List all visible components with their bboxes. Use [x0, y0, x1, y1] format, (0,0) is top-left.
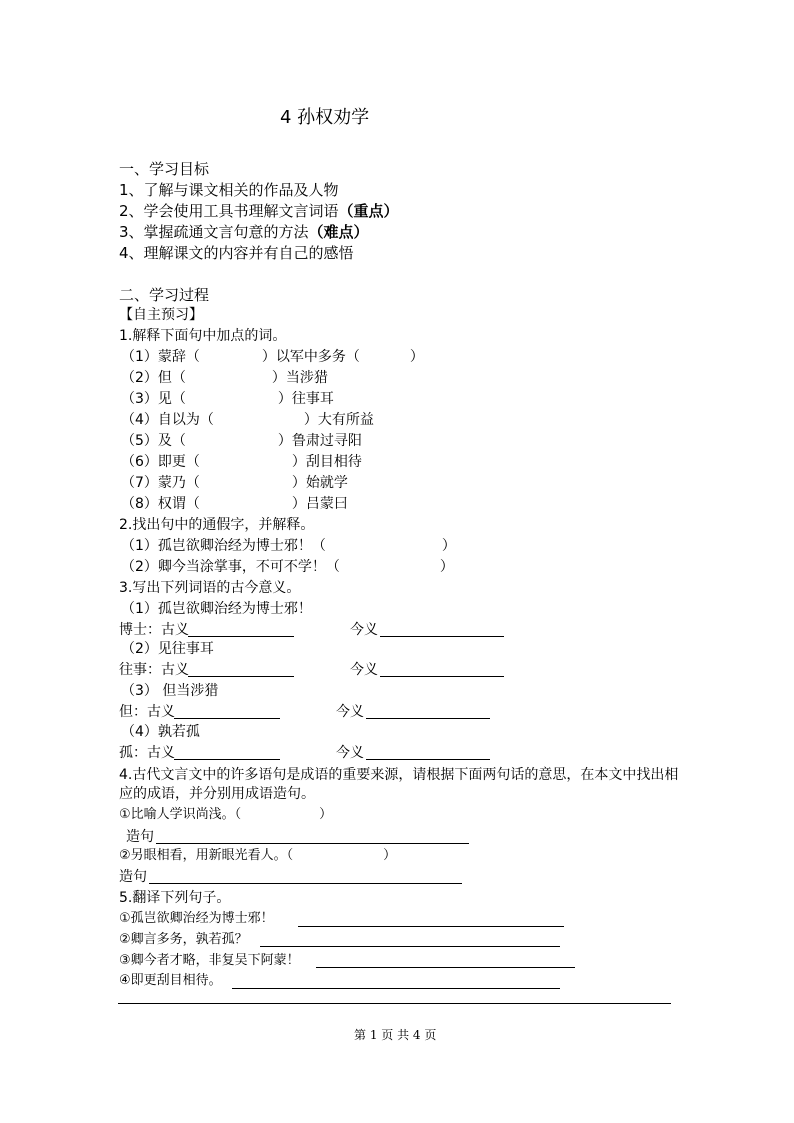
q3-today-label: 今义 — [350, 662, 378, 678]
footer-divider — [118, 1003, 671, 1004]
translation-blank[interactable] — [260, 946, 560, 947]
translation-blank[interactable] — [298, 926, 564, 927]
q3-word-label: 博士：古义 — [119, 622, 189, 638]
process-heading: 二、学习过程 — [119, 286, 210, 304]
q2-item: （2）卿今当涂掌事，不可不学！（ ） — [121, 559, 454, 575]
page-title: 4 孙权劝学 — [280, 107, 370, 128]
make-sentence-blank[interactable] — [149, 883, 462, 884]
key-point-tag: （重点） — [338, 202, 399, 220]
q3-word-label: 但：古义 — [119, 704, 175, 720]
q1-item: （3）见（ ）往事耳 — [121, 391, 334, 407]
q1-title: 1.解释下面句中加点的词。 — [119, 328, 287, 344]
q5-item: ④即更刮目相待。 — [119, 973, 222, 988]
q3-sentence: （2）见往事耳 — [121, 641, 214, 657]
q1-item: （7）蒙乃（ ）始就学 — [121, 475, 348, 491]
q3-word-label: 往事：古义 — [119, 662, 189, 678]
q4-title-line: 应的成语，并分别用成语造句。 — [119, 786, 315, 802]
q3-sentence: （3） 但当涉猎 — [121, 683, 219, 699]
modern-meaning-blank[interactable] — [366, 759, 490, 760]
q4-make-sentence-label: 造句 — [119, 869, 147, 885]
q3-today-label: 今义 — [336, 745, 364, 761]
q3-sentence: （1）孤岂欲卿治经为博士邪！ — [121, 601, 312, 617]
translation-blank[interactable] — [232, 988, 560, 989]
q4-item: ②另眼相看，用新眼光看人。（ ） — [119, 848, 397, 863]
ancient-meaning-blank[interactable] — [188, 636, 294, 637]
q5-item: ①孤岂欲卿治经为博士邪！ — [119, 911, 274, 926]
q1-item: （5）及（ ）鲁肃过寻阳 — [121, 433, 362, 449]
objective-item: 3、掌握疏通文言句意的方法（难点） — [119, 223, 369, 241]
q2-title: 2.找出句中的通假字，并解释。 — [119, 517, 315, 533]
objective-item: 4、理解课文的内容并有自己的感悟 — [119, 244, 354, 262]
q1-item: （8）权谓（ ）吕蒙曰 — [121, 496, 348, 512]
objectives-heading: 一、学习目标 — [119, 160, 210, 178]
q5-item: ③卿今者才略，非复吴下阿蒙！ — [119, 953, 300, 968]
q5-title: 5.翻译下列句子。 — [119, 890, 231, 906]
difficult-point-tag: （难点） — [308, 223, 369, 241]
modern-meaning-blank[interactable] — [380, 676, 504, 677]
ancient-meaning-blank[interactable] — [188, 676, 294, 677]
preview-heading: 【自主预习】 — [119, 307, 203, 323]
ancient-meaning-blank[interactable] — [174, 718, 280, 719]
ancient-meaning-blank[interactable] — [174, 759, 280, 760]
q1-item: （4）自以为（ ）大有所益 — [121, 412, 374, 428]
q4-title-line: 4.古代文言文中的许多语句是成语的重要来源，请根据下面两句话的意思，在本文中找出相 — [119, 767, 679, 783]
translation-blank[interactable] — [316, 967, 575, 968]
q2-item: （1）孤岂欲卿治经为博士邪！（ ） — [121, 538, 456, 554]
modern-meaning-blank[interactable] — [380, 636, 504, 637]
q1-item: （6）即更（ ）刮目相待 — [121, 454, 362, 470]
q5-item: ②卿言多务，孰若孤？ — [119, 932, 248, 947]
objective-item: 2、学会使用工具书理解文言词语（重点） — [119, 202, 399, 220]
q1-item: （1）蒙辞（ ）以军中多务（ ） — [121, 349, 424, 365]
objective-item: 1、了解与课文相关的作品及人物 — [119, 181, 339, 199]
q4-item: ①比喻人学识尚浅。（ ） — [119, 807, 333, 822]
q3-today-label: 今义 — [350, 622, 378, 638]
q3-title: 3.写出下列词语的古今意义。 — [119, 580, 301, 596]
page-number: 第 1 页 共 4 页 — [354, 1028, 437, 1042]
modern-meaning-blank[interactable] — [366, 718, 490, 719]
q3-word-label: 孤：古义 — [119, 745, 175, 761]
q3-today-label: 今义 — [336, 704, 364, 720]
q4-make-sentence-label: 造句 — [126, 829, 154, 845]
make-sentence-blank[interactable] — [156, 843, 469, 844]
q1-item: （2）但（ ）当涉猎 — [121, 370, 328, 386]
q3-sentence: （4）孰若孤 — [121, 724, 200, 740]
